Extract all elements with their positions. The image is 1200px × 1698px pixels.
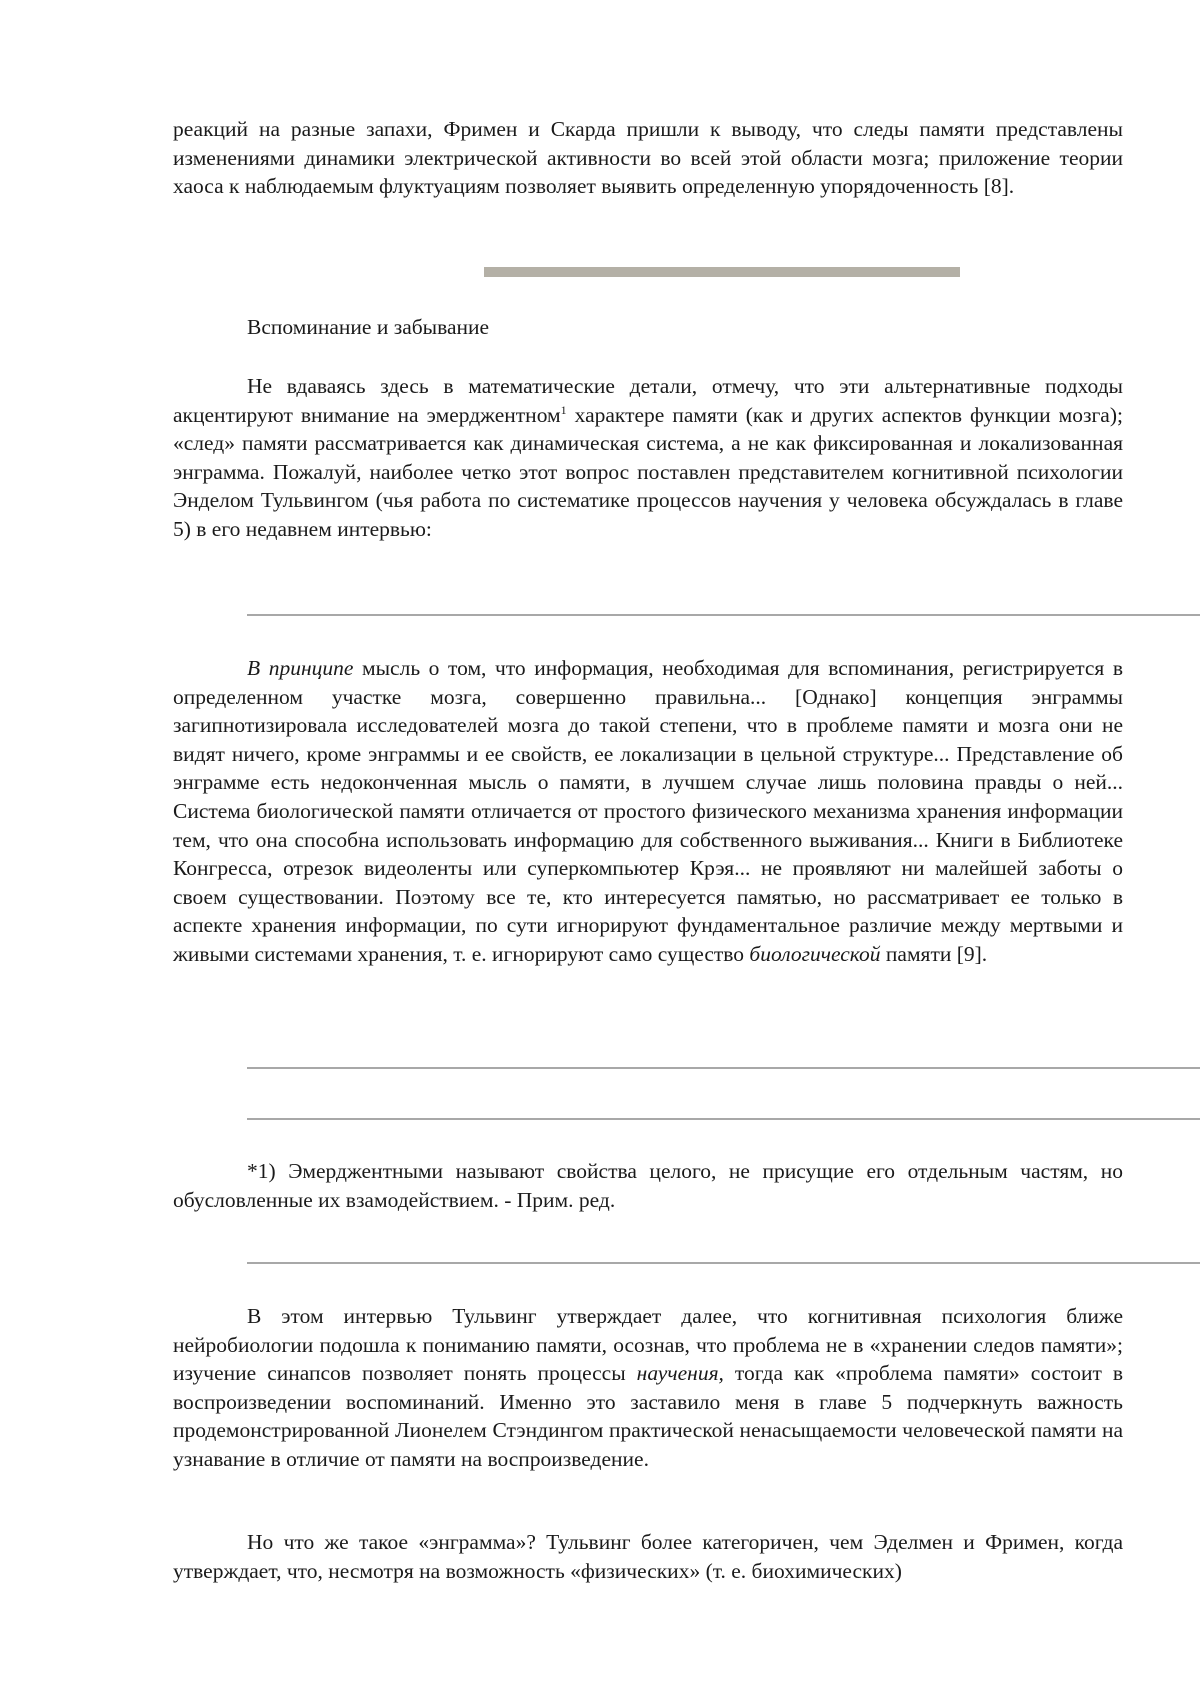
p3-text-b: тогда как «проблема памяти» состоит в воспроизведении воспоминаний. Именно это заставило меня в главе 5 подчеркнуть важность продемонстрированной Лионелем Стэндингом практической ненасыщаемости человеческой памяти на узнавание в отличие от памяти на воспроизведение. <box>173 1361 1123 1471</box>
quote-top-rule <box>247 614 1200 616</box>
quote-emphasis-principle: В принципе <box>247 656 354 680</box>
section-divider <box>484 267 960 277</box>
quote-text-a: мысль о том, что информация, необходимая для вспоминания, регистрируется в определенном участке мозга, совершенно правильна... [Однако] концепция энграммы загипнотизировала исследователей мозга до такой степени, что в проблеме памяти и мозга они не видят ничего, кроме энграммы и ее свойств, ее локализации в цельной структуре... Представление об энграмме есть недоконченная мысль о памяти, в лучшем случае лишь половина правды о ней... Система биологической памяти отличается от простого физического механизма хранения информации тем, что она способна использовать информацию для собственного выживания... Книги в Библиотеке Конгресса, отрезок видеоленты или суперкомпьютер Крэя... не проявляют ни малейшей заботы о своем существовании. Поэтому все те, кто интересуется памятью, но рассматривает ее только в аспекте хранения информации, по сути игнорируют фундаментальное различие между мертвыми и живыми системами хранения, т. е. игнорируют само существо <box>173 656 1123 966</box>
p3-emphasis-learning: научения, <box>636 1361 724 1386</box>
paragraph-chaos-theory: реакций на разные запахи, Фримен и Скарда пришли к выводу, что следы памяти представлены изменениями динамики электрической активности во всей этой области мозга; приложение теории хаоса к наблюдаемым флуктуациям позволяет выявить определенную упорядоченность [8]. <box>173 117 1123 199</box>
section-heading: Вспоминание и забывание <box>247 315 490 339</box>
quote-tulving <box>173 654 1123 969</box>
paragraph-learning-recall <box>173 1302 1123 1474</box>
p2-text-a: Не вдаваясь здесь в математические детали, отмечу, что эти альтернативные подходы акцентируют внимание на эмерджентном <box>173 374 1123 427</box>
quote-bottom-rule <box>247 1067 1200 1069</box>
footnote-bottom-rule <box>247 1262 1200 1264</box>
quote-emphasis-biological: биологической <box>749 941 881 966</box>
footnote-top-rule <box>247 1118 1200 1120</box>
paragraph-engram-question: Но что же такое «энграмма»? Тульвинг более категоричен, чем Эделмен и Фримен, когда утверждает, что, несмотря на возможность «физических» (т. е. биохимических) <box>173 1530 1123 1583</box>
p2-text-b: характере памяти (как и других аспектов функции мозга); «след» памяти рассматривается как динамическая система, а не как фиксированная и локализованная энграмма. Пожалуй, наиболее четко этот вопрос поставлен представителем когнитивной психологии Энделом Тульвингом (чья работа по систематике процессов научения у человека обсуждалась в главе 5) в его недавнем интервью: <box>173 402 1123 541</box>
p3-text-a: В этом интервью Тульвинг утверждает далее, что когнитивная психология ближе нейробиологии подошла к пониманию памяти, осознав, что проблема не в «хранении следов памяти»; изучение синапсов позволяет понять процессы <box>173 1304 1123 1386</box>
footnote-emergent: *1) Эмерджентными называют свойства целого, не присущие его отдельным частям, но обусловленные их взамодействием. - Прим. ред. <box>173 1159 1123 1212</box>
quote-text-b: памяти [9]. <box>880 941 988 966</box>
footnote-ref: 1 <box>560 402 567 417</box>
paragraph-emergent-memory <box>173 372 1123 544</box>
